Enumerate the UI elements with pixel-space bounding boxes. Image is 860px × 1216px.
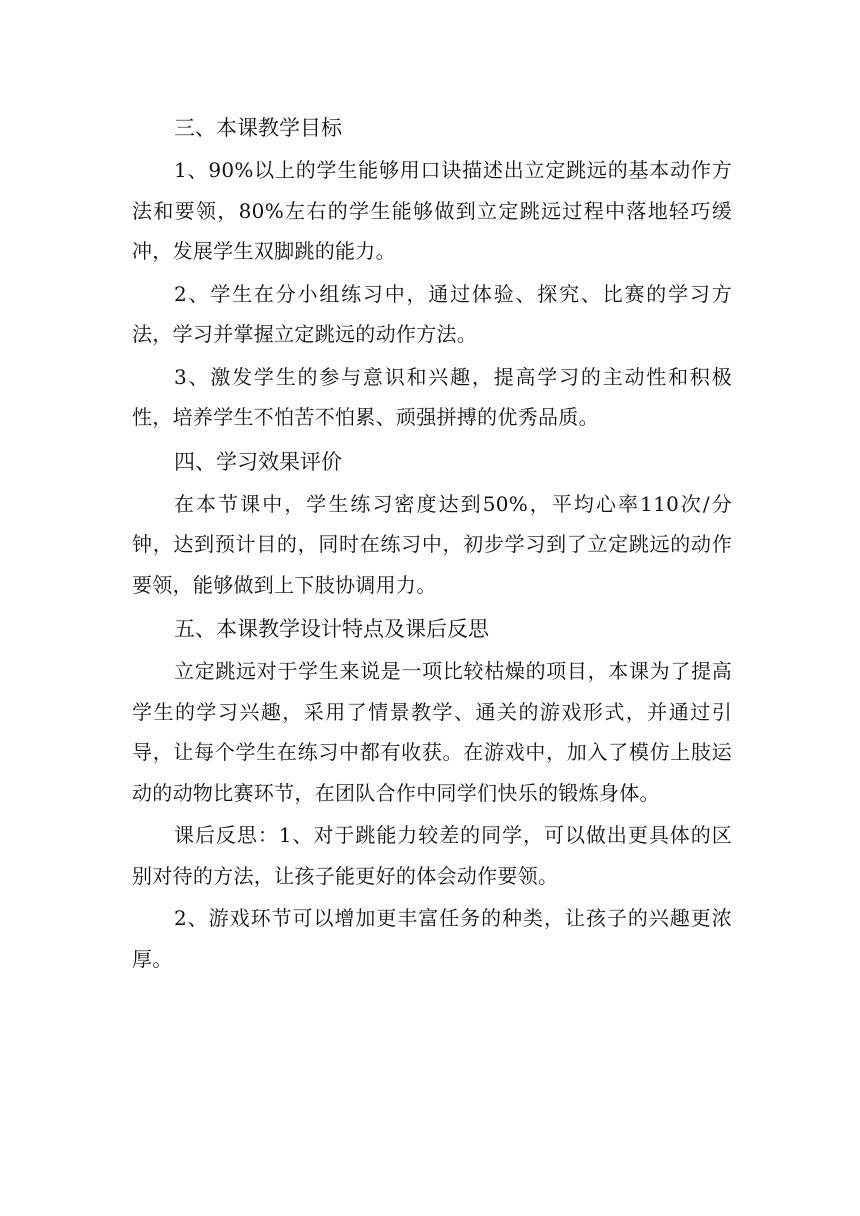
document-page	[132, 106, 732, 981]
section-heading-evaluation: 四、学习效果评价	[174, 449, 342, 474]
reflection-paragraph-2: 2、游戏环节可以增加更丰富任务的种类，让孩子的兴趣更浓厚。	[132, 906, 732, 971]
reflection-paragraph-1: 课后反思：1、对于跳能力较差的同学，可以做出更具体的区别对待的方法，让孩子能更好的体会动作要领。	[132, 823, 732, 888]
section-heading-objectives: 三、本课教学目标	[174, 116, 342, 140]
evaluation-paragraph: 在本节课中，学生练习密度达到50%，平均心率110次/分钟，达到预计目的，同时在练习中，初步学习到了立定跳远的动作要领，能够做到上下肢协调用力。	[132, 491, 732, 597]
objective-paragraph-1: 1、90%以上的学生能够用口诀描述出立定跳远的基本动作方法和要领，80%左右的学生能够做到立定跳远过程中落地轻巧缓冲，发展学生双脚跳的能力。	[132, 158, 732, 263]
design-features-paragraph: 立定跳远对于学生来说是一项比较枯燥的项目，本课为了提高学生的学习兴趣，采用了情景教学、通关的游戏形式，并通过引导，让每个学生在练习中都有收获。在游戏中，加入了模仿上肢运动的动物比赛环节，在团队合作中同学们快乐的锻炼身体。	[132, 659, 732, 805]
objective-paragraph-3: 3、激发学生的参与意识和兴趣，提高学习的主动性和积极性，培养学生不怕苦不怕累、顽强拼搏的优秀品质。	[132, 364, 732, 429]
section-heading-design-reflection: 五、本课教学设计特点及课后反思	[174, 617, 489, 641]
objective-paragraph-2: 2、学生在分小组练习中，通过体验、探究、比赛的学习方法，学习并掌握立定跳远的动作方法。	[132, 281, 732, 346]
